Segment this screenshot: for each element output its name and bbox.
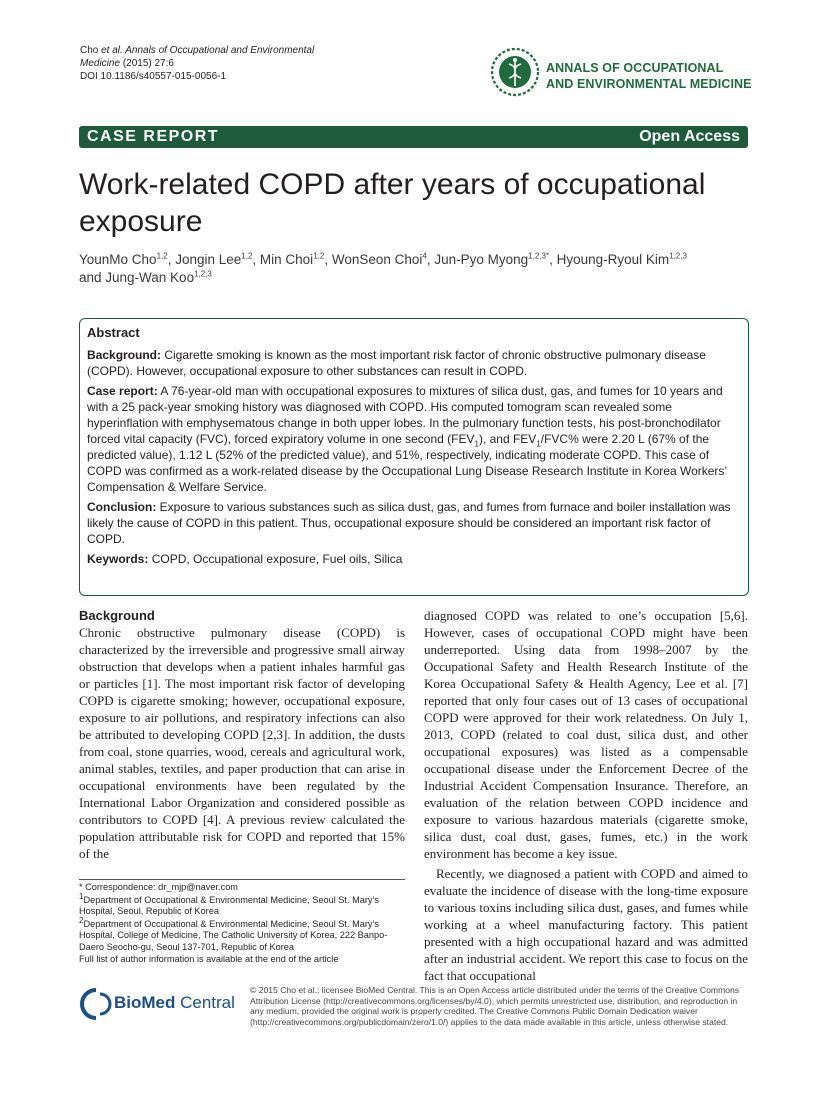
author-list: YounMo Cho$^{1,2}$, Jongin Lee$^{1,2}$, Min Choi$^{1,2}$, WonSeon Choi$^4$, Jun-Pyo Myong$^{1,2,3*}$, Hyoung-Ryoul Kim$^{1,2,3}$ and Jung-Wan Koo$^{1,2,3}$ (79, 251, 687, 285)
body-paragraph: diagnosed COPD was related to one’s occupation [5,6]. However, cases of occupational COPD might have been underreported. Using data from 1998–2007 by the Occupational Safety and Health Research Institute of the Korea Occupational Safety & Health Agency, Lee et al. [7] reported that only four cases out of 13 cases of occupational COPD were approved for their work relatedness. On July 1, 2013, COPD (related to coal dust, silica dust, and other occupational exposures) was listed as a compensable occupational disease under the Enforcement Decree of the Industrial Accident Compensation Insurance. Therefore, an evaluation of the relation between COPD incidence and exposure to various hazardous materials (cigarette smoke, silica dust, coal dust, gases, fumes, etc.) in the work environment has become a key issue. (424, 608, 748, 861)
affiliation-2: $^2$Department of Occupational & Environmental Medicine, Seoul St. Mary’s Hospital, College of Medicine, The Catholic University of Korea, 222 Banpo-Daero Seocho-gu, Seoul 137-701, Republic of Korea (79, 915, 388, 952)
citation-block (80, 44, 410, 83)
article-type: CASE REPORT (87, 128, 220, 145)
citation-journal-cont: Medicine (80, 58, 121, 69)
journal-name (546, 60, 752, 92)
citation-volume: (2015) 27:6 (120, 58, 174, 69)
body-column-right (424, 607, 748, 984)
publisher-name: BioMed Central (114, 993, 235, 1012)
author[interactable]: Jongin Lee$^{1,2}$ (175, 251, 253, 267)
citation-line-1 (80, 44, 410, 57)
author-info-note: Full list of author information is available at the end of the article (79, 954, 339, 964)
correspondence[interactable]: * Correspondence: dr_mjp@naver.com (79, 882, 238, 892)
journal-name-line-1: ANNALS OF OCCUPATIONAL (546, 61, 724, 75)
abstract-background: Background: Cigarette smoking is known as the most important risk factor of chronic obstructive pulmonary disease (COPD). However, occupational exposure to other substances can result in COPD. (87, 348, 706, 378)
author[interactable]: Min Choi$^{1,2}$ (259, 251, 325, 267)
affiliation-1: $^1$Department of Occupational & Environmental Medicine, Seoul St. Mary’s Hospital, Seoul, Republic of Korea (79, 891, 379, 916)
author[interactable]: Jun-Pyo Myong$^{1,2,3*}$ (434, 251, 550, 267)
footnotes (79, 882, 405, 967)
body-column-left (79, 607, 405, 862)
journal-name-line-2: AND ENVIRONMENTAL MEDICINE (546, 77, 752, 91)
citation-author: Cho (80, 45, 102, 56)
article-title (79, 166, 748, 240)
article-type-banner (79, 126, 748, 148)
title-line-2: exposure (79, 205, 203, 238)
abstract-case-report: Case report: A 76-year-old man with occupational exposures to mixtures of silica dust, gas, and fumes for 10 years and with a 25 pack-year smoking history was diagnosed with COPD. His computed tomogram scan revealed some hyperinflation with emphysematous change in both upper lobes. In the pulmonary function tests, his post-bronchodilator forced vital capacity (FVC), forced expiratory volume in one second $(FEV_1)$, and $FEV_1/FVC\%$ were 2.20 L (67% of the predicted value), 1.12 L (52% of the predicted value), and 51%, respectively, indicating moderate COPD. This case of COPD was confirmed as a work-related disease by the Occupational Lung Disease Research Institute in Korea Workers’ Compensation & Welfare Service. (87, 384, 727, 494)
body-paragraph: Chronic obstructive pulmonary disease (COPD) is characterized by the irreversible and progressive small airway obstruction that develops when a patient inhales harmful gas or particles [1]. The most important risk factor of developing COPD is cigarette smoking; however, occupational exposure, exposure to air pollutions, and respiratory infections can also be attributed to developing COPD [2,3]. In addition, the dusts from coal, stone quarries, wood, cereals and agricultural work, animal stables, textiles, and paper production that can arise in occupational environments have been regulated by the International Labor Organization and considered possible as contributors to COPD [4]. A previous review calculated the population attributable risk for COPD and reported that 15% of the (79, 625, 405, 861)
abstract-box (79, 318, 749, 596)
title-line-1: Work-related COPD after years of occupational (79, 168, 706, 201)
citation-journal: et al. Annals of Occupational and Environmental (101, 45, 315, 56)
abstract-conclusion: Conclusion: Exposure to various substances such as silica dust, gas, and fumes from furnace and boiler installation was likely the cause of COPD in this patient. Thus, occupational exposure should be considered an important risk factor of COPD. (87, 500, 731, 546)
open-access-label: Open Access (639, 128, 740, 145)
body-paragraph: Recently, we diagnosed a patient with COPD and aimed to evaluate the incidence of disease with the long-time exposure to various toxins including silica dust, gases, and fumes while working at a wheel manufacturing factory. This patient presented with a high occupational hazard and was admitted after an industrial accident. We report this case to focus on the fact that occupational (424, 866, 748, 983)
doi[interactable]: DOI 10.1186/s40557-015-0056-1 (80, 71, 227, 82)
citation-line-2 (80, 57, 410, 70)
author[interactable]: WonSeon Choi$^4$ (331, 251, 427, 267)
footnote-divider (79, 879, 405, 880)
author[interactable]: Hyoung-Ryoul Kim$^{1,2,3}$ (556, 251, 687, 267)
author[interactable]: and Jung-Wan Koo$^{1,2,3}$ (79, 269, 212, 285)
abstract-heading: Abstract (87, 325, 140, 340)
license-text: © 2015 Cho et al.; licensee BioMed Central. This is an Open Access article distributed under the terms of the Creative Commons Attribution License (http://creativecommons.org/licenses/by/4.0), which permits unrestricted use, distribution, and reproduction in any medium, provided the original work is properly credited. The Creative Commons Public Domain Dedication waiver (http://creativecommons.org/publicdomain/zero/1.0/) applies to the data made available in this article, unless otherwise stated. (250, 985, 740, 1027)
abstract-keywords: Keywords: COPD, Occupational exposure, Fuel oils, Silica (87, 552, 403, 566)
author[interactable]: YounMo Cho$^{1,2}$ (79, 251, 168, 267)
section-heading-background: Background (79, 608, 155, 623)
